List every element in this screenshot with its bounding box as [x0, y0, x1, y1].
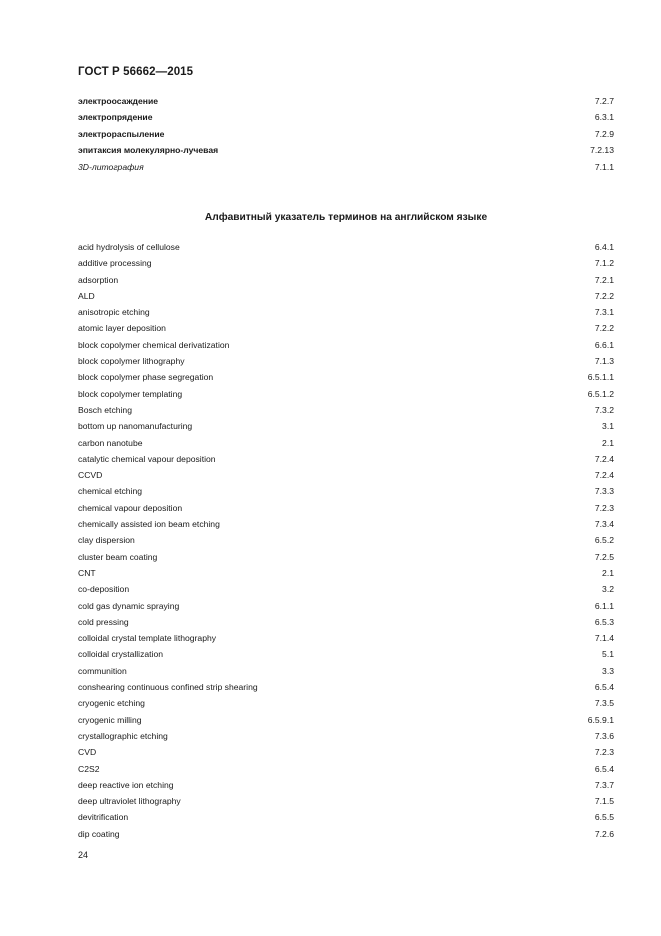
index-entry [78, 288, 614, 304]
index-entry [78, 744, 614, 760]
index-entry [78, 598, 614, 614]
index-entry-reference: 6.4.1 [594, 242, 614, 252]
index-entry-term: clay dispersion [78, 535, 135, 546]
index-entry [78, 304, 614, 320]
index-entry [78, 777, 614, 793]
index-entry [78, 614, 614, 630]
index-entry [78, 239, 614, 255]
index-entry-term: chemical vapour deposition [78, 502, 183, 513]
index-entry-reference: 7.1.4 [594, 633, 614, 644]
index-entry-term: CNT [78, 567, 96, 578]
index-entry [78, 109, 614, 125]
index-entry [78, 630, 614, 646]
index-entry [78, 418, 614, 434]
index-entry [78, 159, 614, 175]
index-entry-term: CCVD [78, 470, 103, 481]
index-entry [78, 93, 614, 109]
index-entry-term: cold pressing [78, 616, 129, 627]
index-entry [78, 467, 614, 483]
index-entry-term: catalytic chemical vapour deposition [78, 453, 216, 464]
index-entry-term: электроосаждение [78, 96, 159, 106]
russian-index-list [78, 93, 614, 175]
index-entry-term: block copolymer phase segregation [78, 372, 214, 383]
index-entry-reference: 6.5.9.1 [587, 714, 614, 725]
index-entry-term: conshearing continuous confined strip shearing [78, 682, 258, 693]
index-entry-reference: 7.3.5 [594, 698, 614, 709]
index-entry-reference: 6.5.4 [594, 763, 614, 774]
index-entry-term: block copolymer lithography [78, 356, 185, 367]
english-index-list [78, 239, 614, 842]
index-entry-term: электропрядение [78, 112, 153, 123]
index-entry-term: Bosch etching [78, 404, 132, 415]
index-entry-reference: 7.2.9 [594, 128, 614, 139]
index-entry [78, 728, 614, 744]
index-entry-term: co-deposition [78, 584, 130, 595]
index-entry-reference: 6.5.1.1 [587, 372, 614, 383]
index-entry-reference: 7.1.3 [594, 356, 614, 367]
index-entry [78, 793, 614, 809]
index-entry [78, 532, 614, 548]
index-entry-reference: 7.2.4 [594, 470, 614, 481]
index-entry-term: adsorption [78, 274, 119, 285]
index-entry-term: additive processing [78, 258, 152, 269]
index-entry [78, 435, 614, 451]
index-entry [78, 516, 614, 532]
index-entry-term: chemically assisted ion beam etching [78, 519, 220, 530]
index-entry-reference: 7.2.1 [594, 274, 614, 285]
index-entry-term: atomic layer deposition [78, 323, 166, 334]
index-entry-term: acid hydrolysis of cellulose [78, 242, 180, 252]
index-entry-reference: 7.3.2 [594, 404, 614, 415]
index-entry-reference: 6.5.4 [594, 682, 614, 693]
index-entry-reference: 6.6.1 [594, 339, 614, 350]
index-entry-term: anisotropic etching [78, 307, 150, 318]
index-entry [78, 337, 614, 353]
index-entry-reference: 7.2.2 [594, 323, 614, 334]
index-entry-reference: 6.5.1.2 [587, 388, 614, 399]
index-entry-reference: 6.5.5 [594, 812, 614, 823]
index-entry-reference: 6.1.1 [594, 600, 614, 611]
index-entry-reference: 7.2.4 [594, 453, 614, 464]
index-entry-reference: 7.1.1 [594, 161, 614, 172]
index-entry-reference: 7.2.7 [594, 96, 614, 106]
index-entry-reference: 3.1 [602, 421, 614, 432]
index-entry [78, 712, 614, 728]
index-entry-reference: 7.3.4 [594, 519, 614, 530]
document-standard-header: ГОСТ Р 56662—2015 [78, 66, 194, 78]
index-entry-term: cryogenic milling [78, 714, 142, 725]
index-entry-term: block copolymer templating [78, 388, 183, 399]
index-entry-term: crystallographic etching [78, 730, 168, 741]
index-entry-reference: 7.2.2 [594, 290, 614, 301]
index-entry-reference: 7.2.3 [594, 747, 614, 758]
index-entry-term: электрораспыление [78, 128, 165, 139]
index-entry-reference: 7.2.5 [594, 551, 614, 562]
index-entry [78, 500, 614, 516]
index-entry-term: carbon nanotube [78, 437, 143, 448]
index-entry [78, 761, 614, 777]
index-entry [78, 679, 614, 695]
index-entry [78, 255, 614, 271]
index-entry-term: cryogenic etching [78, 698, 145, 709]
index-entry-reference: 5.1 [602, 649, 614, 660]
index-entry-term: эпитаксия молекулярно-лучевая [78, 145, 219, 156]
index-entry [78, 826, 614, 842]
index-entry-term: deep reactive ion etching [78, 779, 174, 790]
index-entry-reference: 7.3.1 [594, 307, 614, 318]
index-entry-reference: 7.2.13 [590, 145, 614, 156]
index-entry-term: colloidal crystallization [78, 649, 164, 660]
index-entry-reference: 7.1.5 [594, 796, 614, 807]
index-entry-reference: 3.3 [602, 665, 614, 676]
index-entry [78, 353, 614, 369]
index-entry [78, 386, 614, 402]
index-entry-reference: 3.2 [602, 584, 614, 595]
index-entry-reference: 6.3.1 [594, 112, 614, 123]
index-entry [78, 581, 614, 597]
index-entry-term: communition [78, 665, 127, 676]
index-entry [78, 126, 614, 142]
index-entry [78, 549, 614, 565]
index-entry-reference: 7.3.3 [594, 486, 614, 497]
index-entry-reference: 7.3.7 [594, 779, 614, 790]
index-entry-reference: 7.1.2 [594, 258, 614, 269]
index-entry-term: ALD [78, 290, 95, 301]
index-entry-term: bottom up nanomanufacturing [78, 421, 193, 432]
index-entry-reference: 7.2.6 [594, 828, 614, 839]
index-entry [78, 272, 614, 288]
index-entry-reference: 7.3.6 [594, 730, 614, 741]
index-entry-term: cold gas dynamic spraying [78, 600, 180, 611]
index-entry [78, 451, 614, 467]
index-entry [78, 402, 614, 418]
index-entry [78, 483, 614, 499]
index-entry-term: dip coating [78, 828, 120, 839]
index-entry-term: 3D-литография [78, 161, 144, 172]
index-entry-term: devitrification [78, 812, 129, 823]
index-entry-term: chemical etching [78, 486, 143, 497]
index-entry-reference: 7.2.3 [594, 502, 614, 513]
index-entry [78, 809, 614, 825]
index-entry-term: CVD [78, 747, 97, 758]
index-entry [78, 320, 614, 336]
index-entry-term: C2S2 [78, 763, 100, 774]
index-entry [78, 646, 614, 662]
index-entry [78, 695, 614, 711]
index-entry-term: cluster beam coating [78, 551, 158, 562]
index-entry-term: colloidal crystal template lithography [78, 633, 217, 644]
index-entry-reference: 6.5.3 [594, 616, 614, 627]
index-entry-reference: 2.1 [602, 567, 614, 578]
index-entry-reference: 6.5.2 [594, 535, 614, 546]
english-index-title: Алфавитный указатель терминов на английском языке [204, 212, 488, 223]
index-entry [78, 369, 614, 385]
index-entry-reference: 2.1 [602, 437, 614, 448]
index-entry [78, 565, 614, 581]
index-entry-term: block copolymer chemical derivatization [78, 339, 230, 350]
index-entry-term: deep ultraviolet lithography [78, 796, 181, 807]
page-number: 24 [78, 850, 89, 860]
index-entry [78, 142, 614, 158]
index-entry [78, 663, 614, 679]
